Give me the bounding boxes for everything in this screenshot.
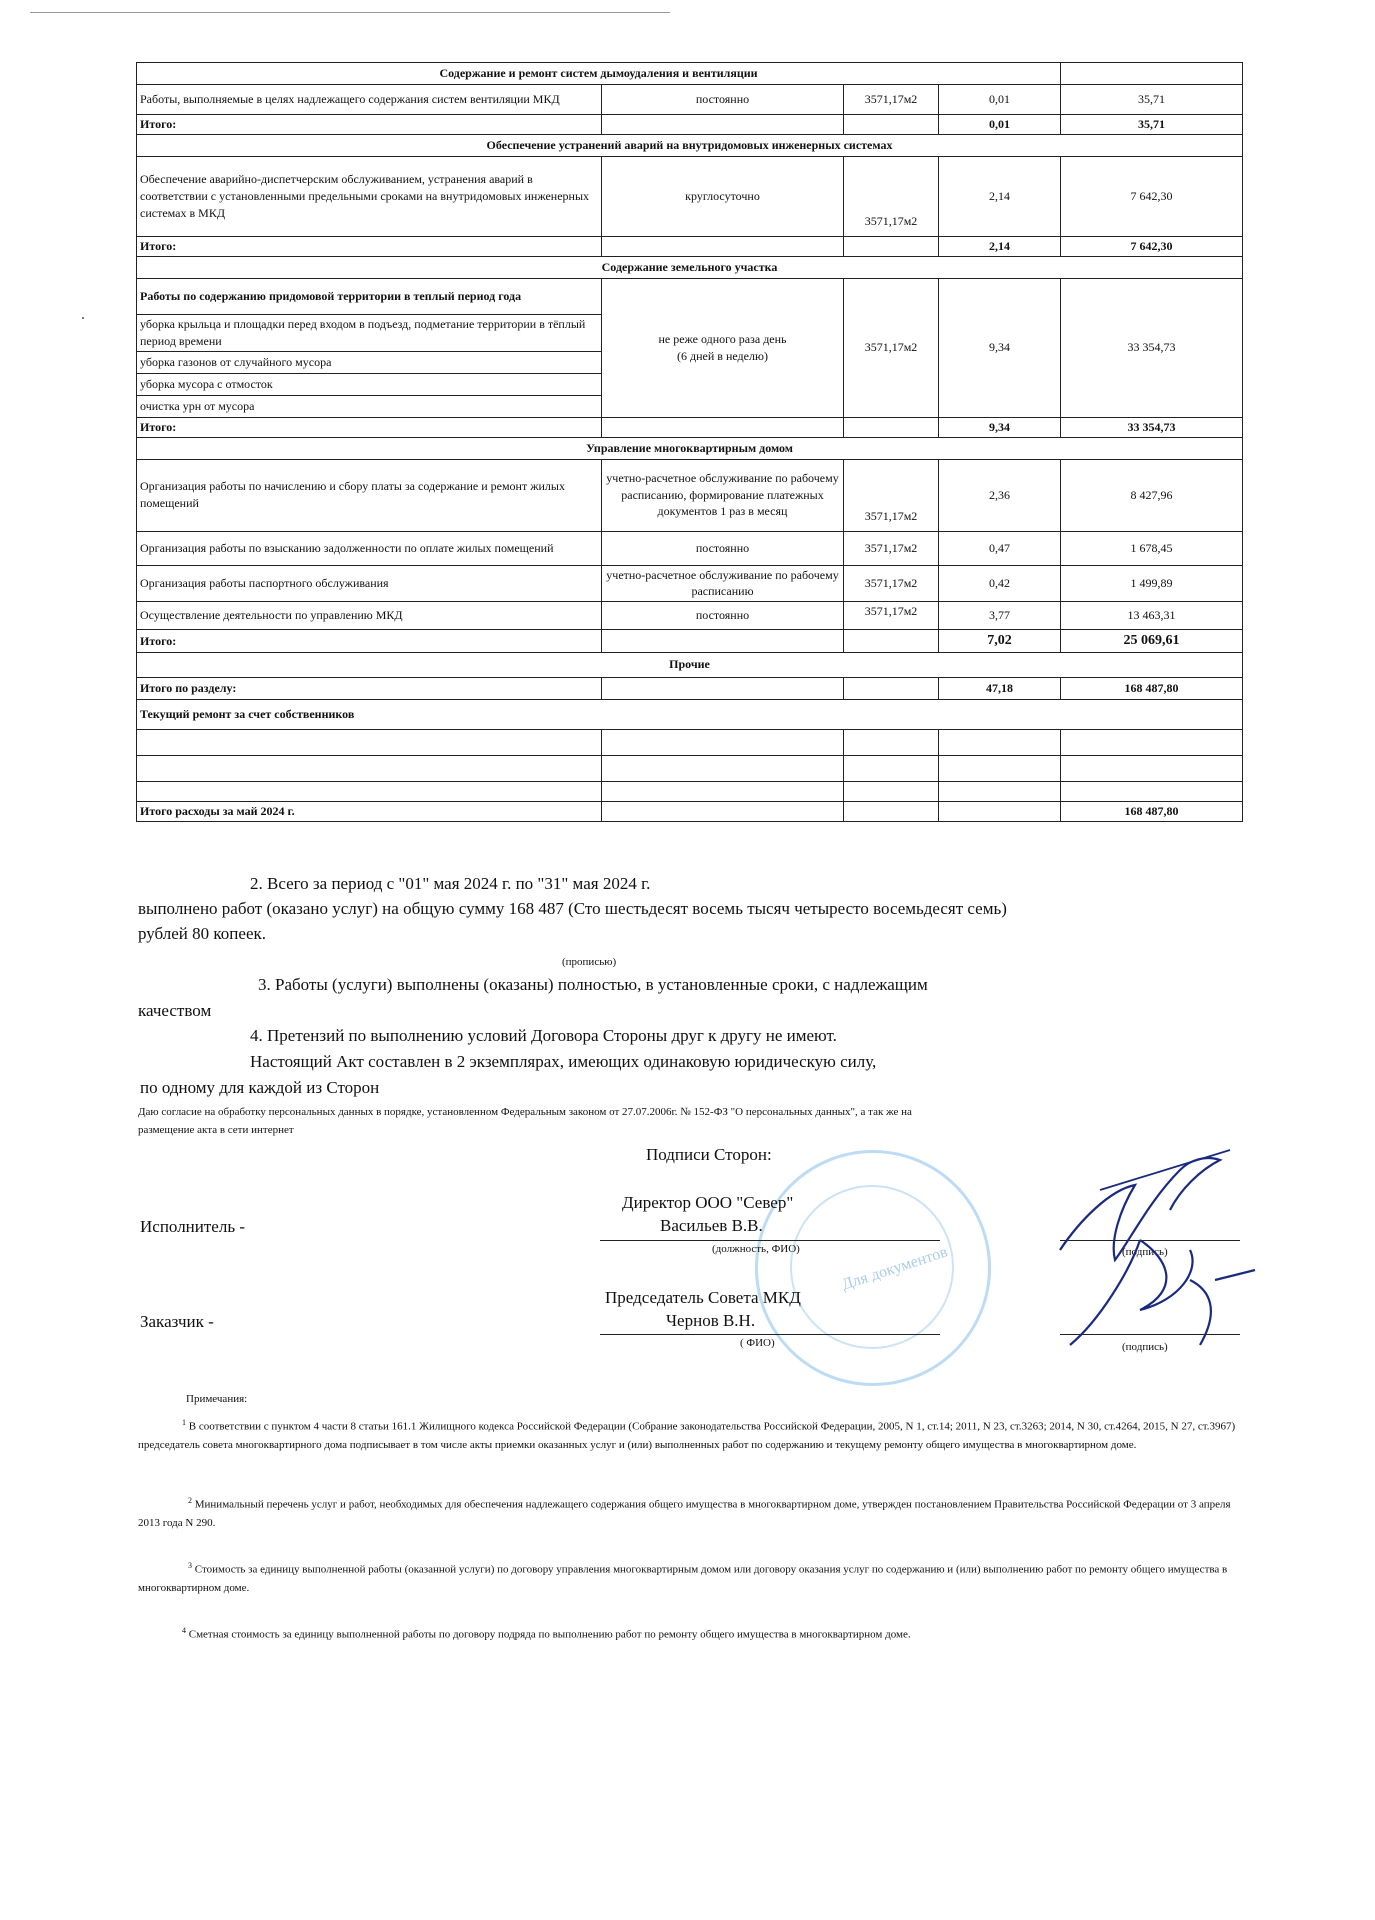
work-sum: 8 427,96	[1061, 459, 1243, 531]
work-name: Работы, выполняемые в целях надлежащего содержания систем вентиляции МКД	[137, 85, 602, 115]
work-period: учетно-расчетное обслуживание по рабочему расписанию	[602, 565, 844, 602]
work-sum: 13 463,31	[1061, 602, 1243, 630]
section-header-row	[137, 257, 1243, 279]
total-sum: 33 354,73	[1061, 417, 1243, 437]
top-rule	[30, 12, 670, 13]
note-4-mark: 4	[182, 1626, 186, 1635]
notes-title: Примечания:	[186, 1393, 248, 1405]
work-sum: 1 678,45	[1061, 531, 1243, 565]
executor-caption: (должность, ФИО)	[712, 1243, 800, 1255]
total-rate: 0,01	[939, 115, 1061, 135]
work-item: уборка газонов от случайного мусора	[137, 351, 602, 373]
note-3	[138, 1557, 1238, 1597]
consent-line2: размещение акта в сети интернет	[138, 1124, 294, 1136]
work-period: постоянно	[602, 602, 844, 630]
customer-label: Заказчик -	[140, 1312, 214, 1331]
customer-caption: ( ФИО)	[740, 1337, 775, 1349]
signature-icon	[1040, 1130, 1270, 1360]
total-rate: 2,14	[939, 237, 1061, 257]
work-group-title: Работы по содержанию придомовой территории в теплый период года	[137, 279, 602, 315]
table-row	[137, 602, 1243, 630]
table-row	[137, 459, 1243, 531]
work-period: круглосуточно	[602, 157, 844, 237]
work-area: 3571,17м2	[844, 602, 939, 630]
section-header-row	[137, 135, 1243, 157]
note-1	[138, 1414, 1238, 1454]
note-3-mark: 3	[188, 1561, 192, 1570]
table-row	[137, 781, 1243, 801]
total-sum: 25 069,61	[1061, 630, 1243, 653]
note-4-text: Сметная стоимость за единицу выполненной работы по договору подряда по выполнению работ по ремонту общего имущества в многоквартирном доме.	[188, 1628, 911, 1641]
executor-label: Исполнитель -	[140, 1217, 245, 1236]
executor-position: Директор ООО "Север"	[622, 1193, 794, 1212]
work-name: Организация работы по начислению и сбору платы за содержание и ремонт жилых помещений	[137, 459, 602, 531]
note-1-text: В соответствии с пунктом 4 части 8 статьи 161.1 Жилищного кодекса Российской Федерации (Собрание законодательства Российской Федерации, 2005, N 1, ст.14; 2011, N 23, ст.3263; 2014, N 30, ст.4264, 2015, N 27, ст.3967) председатель совета многоквартирного дома подписывает в том числе акты приемки оказанных услуг и (или) выполненных работ по содержанию и текущему ремонту общего имущества в многоквартирном доме.	[138, 1420, 1236, 1451]
section-title: Прочие	[137, 652, 1243, 677]
note-2	[138, 1492, 1238, 1532]
p2-line1: 2. Всего за период с "01" мая 2024 г. по "31" мая 2024 г.	[250, 874, 651, 893]
work-rate: 3,77	[939, 602, 1061, 630]
work-rate: 0,47	[939, 531, 1061, 565]
section-total-row	[137, 677, 1243, 699]
section-title: Обеспечение устранений аварий на внутридомовых инженерных системах	[137, 135, 1243, 157]
note-3-text: Стоимость за единицу выполненной работы (оказанной услуги) по договору управления многоквартирным домом или договору оказания услуг по содержанию и (или) выполнению работ по ремонту общего имущества в многоквартирном доме.	[138, 1563, 1228, 1594]
grand-total-sum: 168 487,80	[1061, 801, 1243, 821]
work-rate: 2,14	[939, 157, 1061, 237]
table-row	[137, 531, 1243, 565]
total-row	[137, 237, 1243, 257]
work-sum: 35,71	[1061, 85, 1243, 115]
work-item: очистка урн от мусора	[137, 395, 602, 417]
work-area: 3571,17м2	[844, 459, 939, 531]
note-2-text: Минимальный перечень услуг и работ, необходимых для обеспечения надлежащего содержания общего имущества в многоквартирном доме, утвержден постановлением Правительства Российской Федерации от 3 апреля 2013 года N 290.	[138, 1498, 1231, 1529]
table-row	[137, 755, 1243, 781]
work-rate: 9,34	[939, 279, 1061, 418]
section-header-row	[137, 699, 1243, 729]
section-title: Содержание земельного участка	[137, 257, 1243, 279]
grand-total-label: Итого расходы за май 2024 г.	[137, 801, 602, 821]
customer-sign-caption: (подпись)	[1122, 1341, 1168, 1353]
section-total-label: Итого по разделу:	[137, 677, 602, 699]
table-row	[137, 157, 1243, 237]
customer-position: Председатель Совета МКД	[605, 1288, 801, 1307]
section-total-sum: 168 487,80	[1061, 677, 1243, 699]
customer-name: Чернов В.Н.	[666, 1311, 756, 1330]
total-rate: 9,34	[939, 417, 1061, 437]
work-sum: 1 499,89	[1061, 565, 1243, 602]
work-name: Осуществление деятельности по управлению МКД	[137, 602, 602, 630]
work-item: уборка крыльца и площадки перед входом в подъезд, подметание территории в тёплый период времени	[137, 315, 602, 352]
p2-line3: рублей 80 копеек.	[138, 924, 266, 943]
consent-line1: Даю согласие на обработку персональных данных в порядке, установленном Федеральным законом от 27.07.2006г. № 152-ФЗ "О персональных данных", а так же на	[138, 1106, 912, 1118]
note-4	[138, 1622, 1238, 1644]
total-label: Итого:	[137, 417, 602, 437]
total-label: Итого:	[137, 630, 602, 653]
work-rate: 0,01	[939, 85, 1061, 115]
work-rate: 0,42	[939, 565, 1061, 602]
executor-name: Васильев В.В.	[660, 1216, 763, 1235]
total-row	[137, 115, 1243, 135]
total-label: Итого:	[137, 115, 602, 135]
total-sum: 35,71	[1061, 115, 1243, 135]
section-title: Управление многоквартирным домом	[137, 437, 1243, 459]
work-name: Организация работы по взысканию задолженности по оплате жилых помещений	[137, 531, 602, 565]
executor-sign-caption: (подпись)	[1122, 1246, 1168, 1258]
scan-dot	[82, 317, 84, 319]
note-2-mark: 2	[188, 1496, 192, 1505]
work-period: постоянно	[602, 85, 844, 115]
table-row	[137, 565, 1243, 602]
table-row	[137, 85, 1243, 115]
section-header-row	[137, 63, 1243, 85]
section-header-row	[137, 652, 1243, 677]
works-table	[136, 62, 1243, 822]
p5-line1: Настоящий Акт составлен в 2 экземплярах, имеющих одинаковую юридическую силу,	[250, 1052, 877, 1071]
work-name: Обеспечение аварийно-диспетчерским обслуживанием, устранения аварий в соответствии с установленными предельными сроками на внутридомовых инженерных системах в МКД	[137, 157, 602, 237]
p2-line2: выполнено работ (оказано услуг) на общую сумму 168 487 (Сто шестьдесят восемь тысяч четыресто восемьдесят семь)	[138, 899, 1007, 918]
section-title: Текущий ремонт за счет собственников	[137, 699, 1243, 729]
p3-line2: качеством	[138, 1001, 212, 1020]
work-period: учетно-расчетное обслуживание по рабочему расписанию, формирование платежных документов 1 раз в месяц	[602, 459, 844, 531]
table-row	[137, 279, 1243, 315]
work-name: Организация работы паспортного обслуживания	[137, 565, 602, 602]
work-item: уборка мусора с отмосток	[137, 373, 602, 395]
section-header-row	[137, 437, 1243, 459]
total-row	[137, 417, 1243, 437]
work-area: 3571,17м2	[844, 531, 939, 565]
work-sum: 7 642,30	[1061, 157, 1243, 237]
signatures-title: Подписи Сторон:	[646, 1145, 772, 1164]
work-area: 3571,17м2	[844, 85, 939, 115]
work-area: 3571,17м2	[844, 157, 939, 237]
customer-name-line	[600, 1334, 940, 1335]
work-rate: 2,36	[939, 459, 1061, 531]
p5-line2: по одному для каждой из Сторон	[140, 1078, 380, 1097]
p4: 4. Претензий по выполнению условий Договора Стороны друг к другу не имеют.	[250, 1026, 837, 1045]
work-area: 3571,17м2	[844, 565, 939, 602]
total-sum: 7 642,30	[1061, 237, 1243, 257]
stamp-text: Для документов	[839, 1243, 950, 1294]
work-period: не реже одного раза день (6 дней в неделю)	[602, 279, 844, 418]
total-row	[137, 630, 1243, 653]
table-row	[137, 729, 1243, 755]
grand-total-row	[137, 801, 1243, 821]
work-area: 3571,17м2	[844, 279, 939, 418]
section-total-rate: 47,18	[939, 677, 1061, 699]
total-label: Итого:	[137, 237, 602, 257]
p3-line1: 3. Работы (услуги) выполнены (оказаны) полностью, в установленные сроки, с надлежащим	[258, 975, 928, 994]
work-period: постоянно	[602, 531, 844, 565]
propisyu-caption: (прописью)	[562, 956, 617, 968]
section-title: Содержание и ремонт систем дымоудаления и вентиляции	[137, 63, 1061, 85]
note-1-mark: 1	[182, 1418, 186, 1427]
work-sum: 33 354,73	[1061, 279, 1243, 418]
total-rate: 7,02	[939, 630, 1061, 653]
executor-name-line	[600, 1240, 940, 1241]
